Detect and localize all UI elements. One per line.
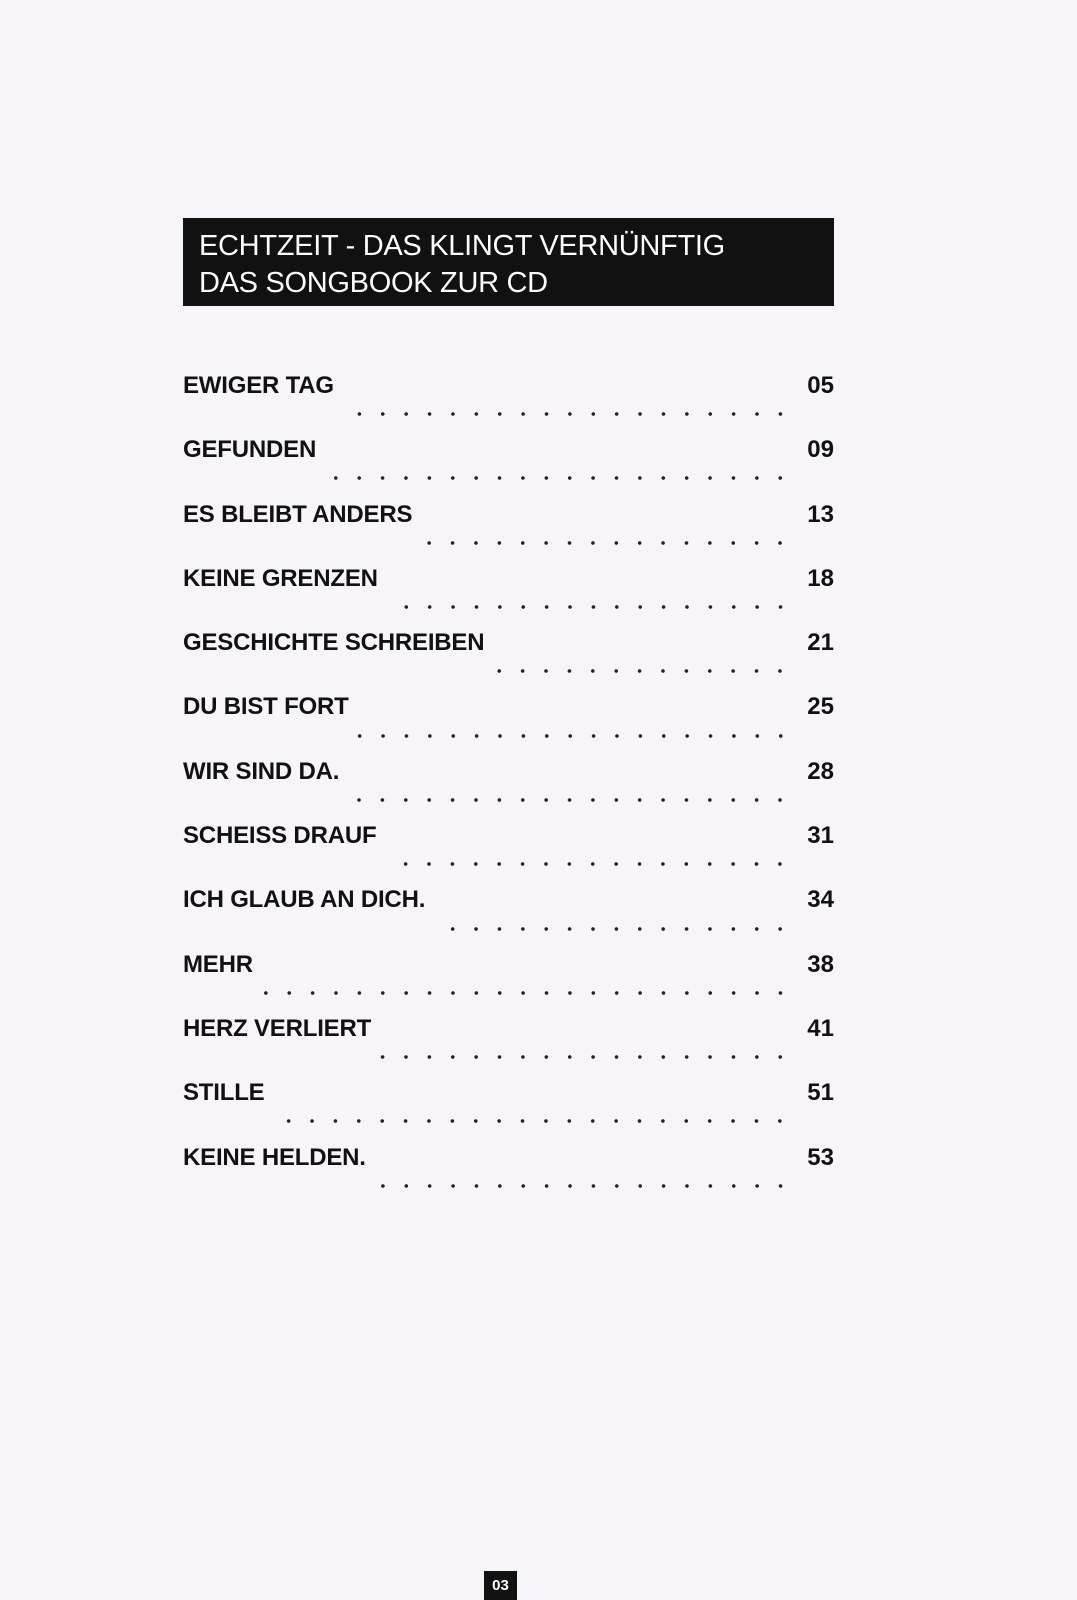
page-number: 03 <box>484 1571 517 1600</box>
toc-entry-title: MEHR <box>183 950 253 978</box>
toc-entry[interactable] <box>183 758 834 822</box>
dot-leader <box>342 412 792 416</box>
toc-entry-page: 28 <box>807 757 834 785</box>
dot-leader <box>324 476 792 480</box>
toc-entry-page: 21 <box>807 629 834 657</box>
toc-entry[interactable] <box>183 436 834 500</box>
dot-leader <box>433 927 792 931</box>
toc-entry-page: 41 <box>807 1014 834 1042</box>
title-line-2: DAS SONGBOOK ZUR CD <box>199 267 548 299</box>
toc-entry-title: EWIGER TAG <box>183 372 334 399</box>
toc-entry-title: KEINE HELDEN. <box>183 1143 366 1171</box>
toc-entry-page: 18 <box>807 564 834 592</box>
toc-entry[interactable] <box>183 951 834 1015</box>
toc-entry[interactable] <box>183 1015 834 1079</box>
toc-entry-title: DU BIST FORT <box>183 693 349 721</box>
dot-leader <box>384 862 792 866</box>
toc-entry-title: WIR SIND DA. <box>183 757 340 785</box>
toc-entry-page: 53 <box>807 1143 834 1171</box>
toc-entry[interactable] <box>183 629 834 693</box>
toc-entry-page: 51 <box>807 1079 834 1107</box>
toc-entry-page: 34 <box>807 886 834 914</box>
toc-entry-title: ICH GLAUB AN DICH. <box>183 886 426 914</box>
toc-entry-title: ES BLEIBT ANDERS <box>183 500 413 528</box>
toc-entry-title: GEFUNDEN <box>183 436 317 464</box>
toc-entry[interactable] <box>183 565 834 629</box>
toc-entry-title: KEINE GRENZEN <box>183 564 378 592</box>
toc-entry[interactable] <box>183 501 834 565</box>
toc-entry[interactable] <box>183 372 834 436</box>
toc-entry-title: GESCHICHTE SCHREIBEN <box>183 629 485 657</box>
dot-leader <box>347 798 792 802</box>
dot-leader <box>379 1055 792 1059</box>
toc-entry[interactable] <box>183 1144 834 1208</box>
toc-entry[interactable] <box>183 822 834 886</box>
table-of-contents <box>183 372 834 1208</box>
toc-entry-page: 13 <box>807 500 834 528</box>
dot-leader <box>357 734 792 738</box>
dot-leader <box>420 541 792 545</box>
dot-leader <box>374 1184 792 1188</box>
toc-entry[interactable] <box>183 1079 834 1143</box>
toc-entry-page: 05 <box>807 372 834 399</box>
toc-entry[interactable] <box>183 886 834 950</box>
dot-leader <box>272 1119 792 1123</box>
toc-entry-page: 38 <box>807 950 834 978</box>
toc-entry[interactable] <box>183 693 834 757</box>
dot-leader <box>492 669 792 673</box>
toc-entry-title: STILLE <box>183 1079 265 1107</box>
toc-entry-page: 09 <box>807 436 834 464</box>
dot-leader <box>386 605 792 609</box>
toc-entry-title: HERZ VERLIERT <box>183 1014 372 1042</box>
dot-leader <box>261 991 792 995</box>
toc-entry-title: SCHEISS DRAUF <box>183 822 377 850</box>
title-line-1: ECHTZEIT - DAS KLINGT VERNÜNFTIG <box>199 230 725 262</box>
title-banner <box>183 218 834 306</box>
toc-entry-page: 25 <box>807 693 834 721</box>
toc-entry-page: 31 <box>807 822 834 850</box>
